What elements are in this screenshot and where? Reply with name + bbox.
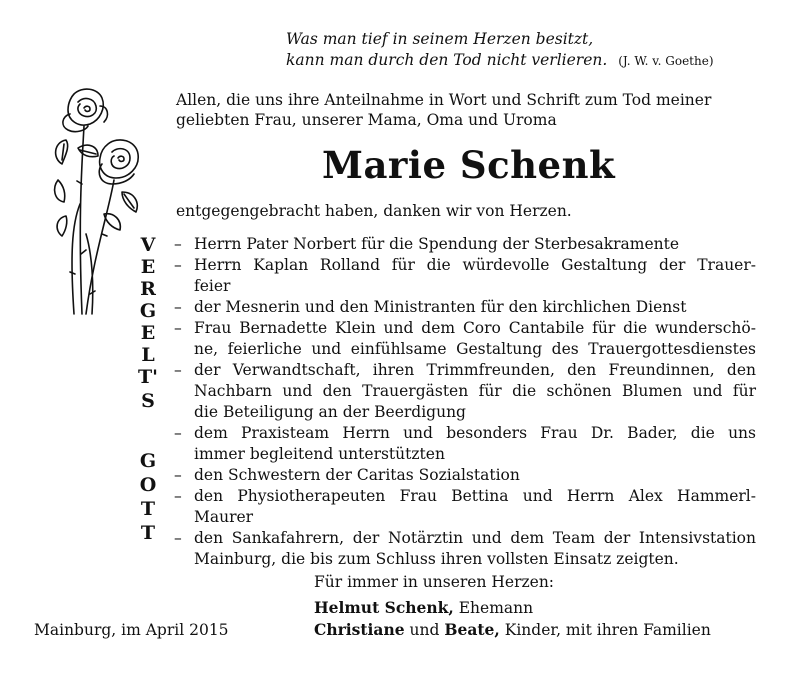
intro-line-1: Allen, die uns ihre Anteilnahme in Wort und Schrift zum Tod meiner	[176, 91, 712, 109]
motto-letter: L	[141, 344, 155, 366]
list-item-text	[194, 465, 756, 486]
list-item	[174, 234, 756, 255]
list-line: den Physiotherapeuten Frau Bettina und Herrn Alex Hammerl-	[194, 487, 756, 505]
motto-letter: R	[140, 278, 156, 300]
list-dash: –	[174, 424, 182, 442]
list-item-text	[194, 255, 756, 297]
list-dash: –	[174, 529, 182, 547]
list-item-text	[194, 423, 756, 465]
rose-icon	[52, 84, 144, 320]
list-item	[174, 297, 756, 318]
list-dash: –	[174, 298, 182, 316]
quote-line-2-text: kann man durch den Tod nicht verlieren.	[286, 51, 608, 69]
list-line: der Verwandtschaft, ihren Trimmfreunden, den Freundinnen, den	[194, 361, 756, 379]
list-line: Nachbarn und den Trauergästen für die schönen Blumen und für	[194, 382, 756, 400]
list-line: feier	[194, 277, 231, 295]
motto-letter: T'	[138, 366, 158, 388]
list-item-text	[194, 318, 756, 360]
list-item	[174, 360, 756, 423]
list-line: der Mesnerin und den Ministranten für den kirchlichen Dienst	[194, 298, 687, 316]
motto-letter: G	[139, 300, 157, 322]
list-item-text	[194, 360, 756, 423]
signer-2-role: Kinder, mit ihren Familien	[504, 621, 711, 639]
list-line: ne, feierliche und einfühlsame Gestaltung des Trauergottesdienstes	[194, 340, 756, 358]
motto-letter: E	[140, 322, 156, 344]
quote-line-1: Was man tief in seinem Herzen besitzt,	[286, 30, 594, 48]
list-line: Herrn Pater Norbert für die Spendung der Sterbesakramente	[194, 235, 680, 253]
list-dash: –	[174, 235, 182, 253]
list-line: Herrn Kaplan Rolland für die würdevolle Gestaltung der Trauer-	[194, 256, 756, 274]
list-line: dem Praxisteam Herrn und besonders Frau Dr. Bader, die uns	[194, 424, 756, 442]
motto-letter: E	[140, 256, 156, 278]
motto-letter: T	[140, 498, 156, 520]
list-dash: –	[174, 256, 182, 274]
motto-letter: O	[139, 474, 157, 496]
list-item	[174, 255, 756, 297]
thanks-line: entgegengebracht haben, danken wir von Herzen.	[176, 202, 572, 220]
signer-1	[314, 598, 533, 618]
motto-letter: V	[140, 234, 156, 256]
list-item	[174, 318, 756, 360]
signer-2-name-b: Beate,	[444, 620, 500, 639]
list-line: den Schwestern der Caritas Sozialstation	[194, 466, 520, 484]
signer-2	[314, 620, 711, 640]
list-dash: –	[174, 487, 182, 505]
list-line: immer begleitend unterstützten	[194, 445, 445, 463]
list-item	[174, 528, 756, 570]
motto-letter: T	[140, 522, 156, 544]
quote-source: (J. W. v. Goethe)	[618, 54, 714, 68]
list-item	[174, 465, 756, 486]
list-line: die Beteiligung an der Beerdigung	[194, 403, 466, 421]
motto-letter: G	[139, 450, 157, 472]
closing-forever: Für immer in unseren Herzen:	[314, 573, 555, 591]
list-line: Maurer	[194, 508, 254, 526]
signer-2-and: und	[409, 621, 440, 639]
list-item	[174, 423, 756, 465]
list-dash: –	[174, 361, 182, 379]
list-item-text	[194, 297, 756, 318]
deceased-name: Marie Schenk	[322, 143, 616, 187]
list-line: Frau Bernadette Klein und dem Coro Cantabile für die wunderschö-	[194, 319, 756, 337]
signer-2-name-a: Christiane	[314, 620, 405, 639]
list-item-text	[194, 234, 756, 255]
list-item-text	[194, 486, 756, 528]
list-item-text	[194, 528, 756, 570]
list-item	[174, 486, 756, 528]
list-dash: –	[174, 319, 182, 337]
signer-1-role: Ehemann	[458, 599, 534, 617]
place-date: Mainburg, im April 2015	[34, 621, 229, 639]
list-line: den Sankafahrern, der Notärztin und dem Team der Intensivstation	[194, 529, 756, 547]
quote-line-2	[286, 51, 714, 69]
motto-letter: S	[141, 390, 155, 412]
list-line: Mainburg, die bis zum Schluss ihren vollsten Einsatz zeigten.	[194, 550, 679, 568]
signer-1-name: Helmut Schenk,	[314, 598, 454, 617]
intro-line-2: geliebten Frau, unserer Mama, Oma und Uroma	[176, 111, 557, 129]
list-dash: –	[174, 466, 182, 484]
